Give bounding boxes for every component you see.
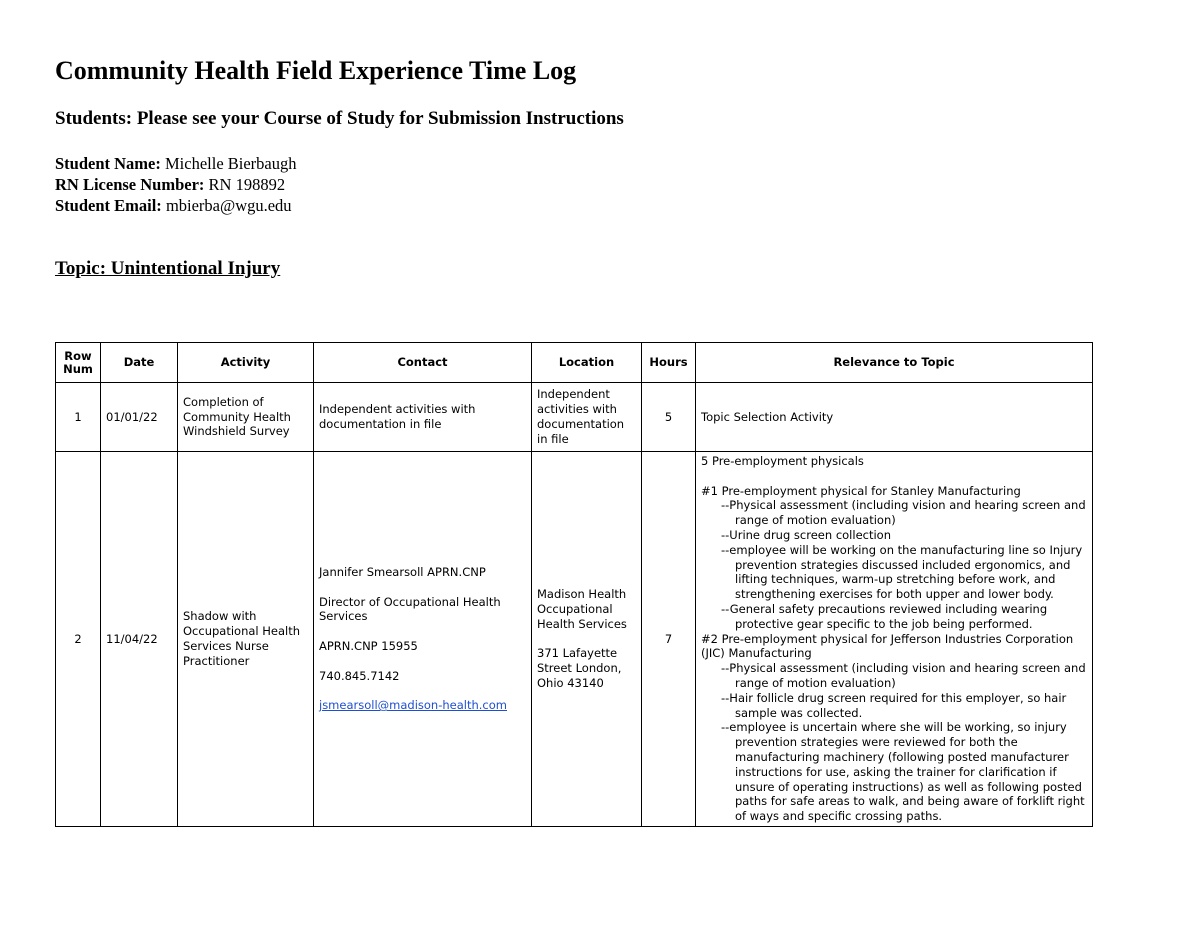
license-label: RN License Number:	[55, 175, 205, 194]
student-name-value: Michelle Bierbaugh	[165, 154, 297, 173]
row-num-cell: 2	[56, 452, 101, 827]
header-contact: Contact	[314, 343, 532, 383]
table-header-row	[56, 343, 1093, 383]
time-log-table	[55, 342, 1093, 827]
relevance-item-2-sub-2: --Hair follicle drug screen required for this employer, so hair sample was collected.	[721, 690, 1067, 720]
email-label: Student Email:	[55, 196, 162, 215]
spacer	[319, 683, 526, 698]
relevance-item-1-sub-4: --General safety precautions reviewed including wearing protective gear specific to the job being performed.	[721, 601, 1048, 631]
hours-cell: 7	[642, 452, 696, 827]
header-location: Location	[532, 343, 642, 383]
activity-cell: Shadow with Occupational Health Services Nurse Practitioner	[178, 452, 314, 827]
activity-cell: Completion of Community Health Windshield Survey	[178, 383, 314, 452]
relevance-item-2-sub-1: --Physical assessment (including vision and hearing screen and range of motion evaluation)	[721, 661, 1086, 690]
license-value: RN 198892	[208, 175, 286, 194]
contact-name: Jannifer Smearsoll APRN.CNP	[319, 564, 486, 579]
contact-cell: Independent activities with documentation in file	[314, 383, 532, 452]
contact-license: APRN.CNP 15955	[319, 638, 418, 653]
date-cell: 01/01/22	[101, 383, 178, 452]
student-info	[55, 153, 297, 216]
relevance-item-1-sub-1: --Physical assessment (including vision and hearing screen and range of motion evaluation)	[721, 498, 1086, 528]
date-cell: 11/04/22	[101, 452, 178, 827]
relevance-item-2-sub-3: --employee is uncertain where she will be working, so injury prevention strategies were reviewed for both the manufacturing machinery (following posted manufacturer instructions for use, asking the trainer for clarification if unsure of operating instructions) as well as following posted paths for safe areas to walk, and being aware of forklift right of ways and specific crossing paths.	[721, 720, 1085, 824]
page-title: Community Health Field Experience Time Log	[55, 56, 577, 85]
table-row	[56, 452, 1093, 827]
location-address: 371 Lafayette Street London, Ohio 43140	[537, 646, 622, 690]
submission-instructions: Students: Please see your Course of Study for Submission Instructions	[55, 108, 624, 129]
relevance-item-1: #1 Pre-employment physical for Stanley Manufacturing	[701, 483, 1021, 498]
row-num-cell: 1	[56, 383, 101, 452]
header-date: Date	[101, 343, 178, 383]
header-activity: Activity	[178, 343, 314, 383]
relevance-item-1-sub-2: --Urine drug screen collection	[721, 527, 891, 542]
relevance-intro: 5 Pre-employment physicals	[701, 454, 864, 468]
spacer	[537, 632, 636, 647]
location-name: Madison Health Occupational Health Services	[537, 587, 627, 631]
contact-phone: 740.845.7142	[319, 668, 400, 683]
relevance-item-1-sub-3: --employee will be working on the manufacturing line so Injury prevention strategies discussed included ergonomics, and lifting techniques, warm-up stretching before work, and strengthening exercises for both upper and lower body.	[721, 542, 1083, 602]
relevance-item-2: #2 Pre-employment physical for Jefferson Industries Corporation (JIC) Manufacturing	[701, 631, 1074, 661]
header-hours: Hours	[642, 343, 696, 383]
header-row-num: Row Num	[56, 343, 101, 383]
email-value: mbierba@wgu.edu	[165, 196, 292, 215]
spacer	[319, 654, 526, 669]
spacer	[701, 469, 1087, 484]
relevance-cell: Topic Selection Activity	[696, 383, 1093, 452]
location-cell	[532, 452, 642, 827]
contact-email-link[interactable]: jsmearsoll@madison-health.com	[319, 698, 507, 713]
email-row	[55, 195, 297, 216]
student-name-label: Student Name:	[55, 154, 161, 173]
table-row	[56, 383, 1093, 452]
topic-heading: Topic: Unintentional Injury	[55, 258, 281, 279]
contact-title: Director of Occupational Health Services	[319, 594, 501, 624]
relevance-cell	[696, 452, 1093, 827]
spacer	[319, 624, 526, 639]
hours-cell: 5	[642, 383, 696, 452]
header-relevance: Relevance to Topic	[696, 343, 1093, 383]
location-cell: Independent activities with documentation in file	[532, 383, 642, 452]
spacer	[319, 580, 526, 595]
license-row	[55, 174, 297, 195]
contact-cell	[314, 452, 532, 827]
student-name-row	[55, 153, 297, 174]
